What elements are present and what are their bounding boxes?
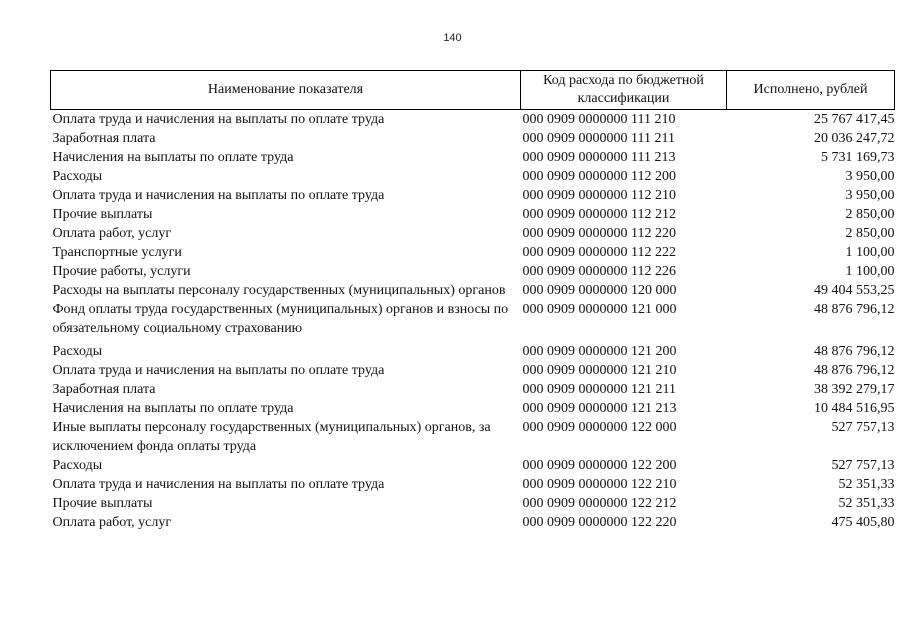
table-row xyxy=(51,224,895,243)
row-name-cell: Оплата труда и начисления на выплаты по оплате труда xyxy=(52,188,385,203)
row-name-cell: Начисления на выплаты по оплате труда xyxy=(52,401,294,416)
row-code-cell: 000 0909 0000000 122 200 xyxy=(522,458,677,473)
row-amount-cell: 3 950,00 xyxy=(845,188,895,203)
row-name-cell: Расходы xyxy=(52,344,103,359)
table-row xyxy=(51,281,895,300)
row-name-cell: Оплата работ, услуг xyxy=(52,515,172,530)
table-row xyxy=(51,380,895,399)
table-row xyxy=(51,262,895,281)
row-amount-cell: 49 404 553,25 xyxy=(814,283,895,298)
row-code-cell: 000 0909 0000000 112 220 xyxy=(522,226,676,241)
row-amount-cell: 48 876 796,12 xyxy=(814,302,895,317)
row-name-cell: Расходы xyxy=(52,169,103,184)
table-row xyxy=(51,129,895,148)
table-row xyxy=(51,418,895,456)
budget-table xyxy=(50,70,895,532)
row-amount-cell: 25 767 417,45 xyxy=(814,112,895,127)
row-name-cell: Оплата труда и начисления на выплаты по оплате труда xyxy=(52,477,385,492)
table-row xyxy=(51,494,895,513)
row-amount-cell: 1 100,00 xyxy=(845,245,895,260)
table-header-row xyxy=(51,71,895,110)
row-amount-cell: 1 100,00 xyxy=(845,264,895,279)
table-row xyxy=(51,300,895,342)
row-code-cell: 000 0909 0000000 122 220 xyxy=(522,515,677,530)
row-name-cell: Иные выплаты персоналу государственных (муниципальных) органов, за исключением фонда оплаты труда xyxy=(52,420,491,454)
row-code-cell: 000 0909 0000000 121 211 xyxy=(522,382,676,397)
table-row xyxy=(51,456,895,475)
row-code-cell: 000 0909 0000000 120 000 xyxy=(522,283,677,298)
row-amount-cell: 48 876 796,12 xyxy=(814,363,895,378)
row-code-cell: 000 0909 0000000 112 212 xyxy=(522,207,676,222)
table-row xyxy=(51,361,895,380)
row-name-cell: Прочие выплаты xyxy=(52,496,153,511)
row-amount-cell: 10 484 516,95 xyxy=(814,401,895,416)
row-amount-cell: 5 731 169,73 xyxy=(821,150,895,165)
table-row xyxy=(51,342,895,361)
row-code-cell: 000 0909 0000000 121 213 xyxy=(522,401,677,416)
row-name-cell: Заработная плата xyxy=(52,131,156,146)
row-amount-cell: 2 850,00 xyxy=(845,226,895,241)
row-name-cell: Расходы на выплаты персоналу государственных (муниципальных) органов xyxy=(52,283,506,298)
table-row xyxy=(51,513,895,532)
row-code-cell: 000 0909 0000000 111 213 xyxy=(522,150,676,165)
row-amount-cell: 475 405,80 xyxy=(831,515,895,530)
row-amount-cell: 38 392 279,17 xyxy=(814,382,895,397)
row-code-cell: 000 0909 0000000 121 000 xyxy=(522,302,677,317)
row-name-cell: Прочие работы, услуги xyxy=(52,264,191,279)
row-name-cell: Расходы xyxy=(52,458,103,473)
page-number: 140 xyxy=(443,32,462,44)
row-name-cell: Оплата работ, услуг xyxy=(52,226,172,241)
row-code-cell: 000 0909 0000000 122 000 xyxy=(522,420,677,435)
row-code-cell: 000 0909 0000000 122 212 xyxy=(522,496,677,511)
table-row xyxy=(51,399,895,418)
row-amount-cell: 48 876 796,12 xyxy=(814,344,895,359)
row-amount-cell: 2 850,00 xyxy=(845,207,895,222)
row-amount-cell: 527 757,13 xyxy=(831,458,895,473)
table-row xyxy=(51,205,895,224)
row-amount-cell: 20 036 247,72 xyxy=(814,131,895,146)
row-amount-cell: 52 351,33 xyxy=(838,477,895,492)
row-name-cell: Оплата труда и начисления на выплаты по оплате труда xyxy=(52,112,385,127)
row-amount-cell: 527 757,13 xyxy=(831,420,895,435)
row-amount-cell: 52 351,33 xyxy=(838,496,895,511)
row-name-cell: Заработная плата xyxy=(52,382,156,397)
row-amount-cell: 3 950,00 xyxy=(845,169,895,184)
row-name-cell: Фонд оплаты труда государственных (муниципальных) органов и взносы по обязательному социальному страхованию xyxy=(52,302,509,336)
row-name-cell: Транспортные услуги xyxy=(52,245,182,260)
table-row xyxy=(51,148,895,167)
header-budget-code: Код расхода по бюджетной классификации xyxy=(521,71,727,110)
row-code-cell: 000 0909 0000000 112 210 xyxy=(522,188,676,203)
row-name-cell: Начисления на выплаты по оплате труда xyxy=(52,150,294,165)
table-row xyxy=(51,475,895,494)
header-amount: Исполнено, рублей xyxy=(727,71,895,110)
table-row xyxy=(51,243,895,262)
table-row xyxy=(51,167,895,186)
row-code-cell: 000 0909 0000000 112 222 xyxy=(522,245,676,260)
table-row xyxy=(51,186,895,205)
row-code-cell: 000 0909 0000000 112 200 xyxy=(522,169,676,184)
row-name-cell: Оплата труда и начисления на выплаты по оплате труда xyxy=(52,363,385,378)
header-indicator-name: Наименование показателя xyxy=(51,71,521,110)
table-row xyxy=(51,110,895,130)
row-code-cell: 000 0909 0000000 121 200 xyxy=(522,344,677,359)
row-code-cell: 000 0909 0000000 121 210 xyxy=(522,363,677,378)
row-name-cell: Прочие выплаты xyxy=(52,207,153,222)
row-code-cell: 000 0909 0000000 112 226 xyxy=(522,264,676,279)
row-code-cell: 000 0909 0000000 111 211 xyxy=(522,131,675,146)
row-code-cell: 000 0909 0000000 122 210 xyxy=(522,477,677,492)
row-code-cell: 000 0909 0000000 111 210 xyxy=(522,112,676,127)
